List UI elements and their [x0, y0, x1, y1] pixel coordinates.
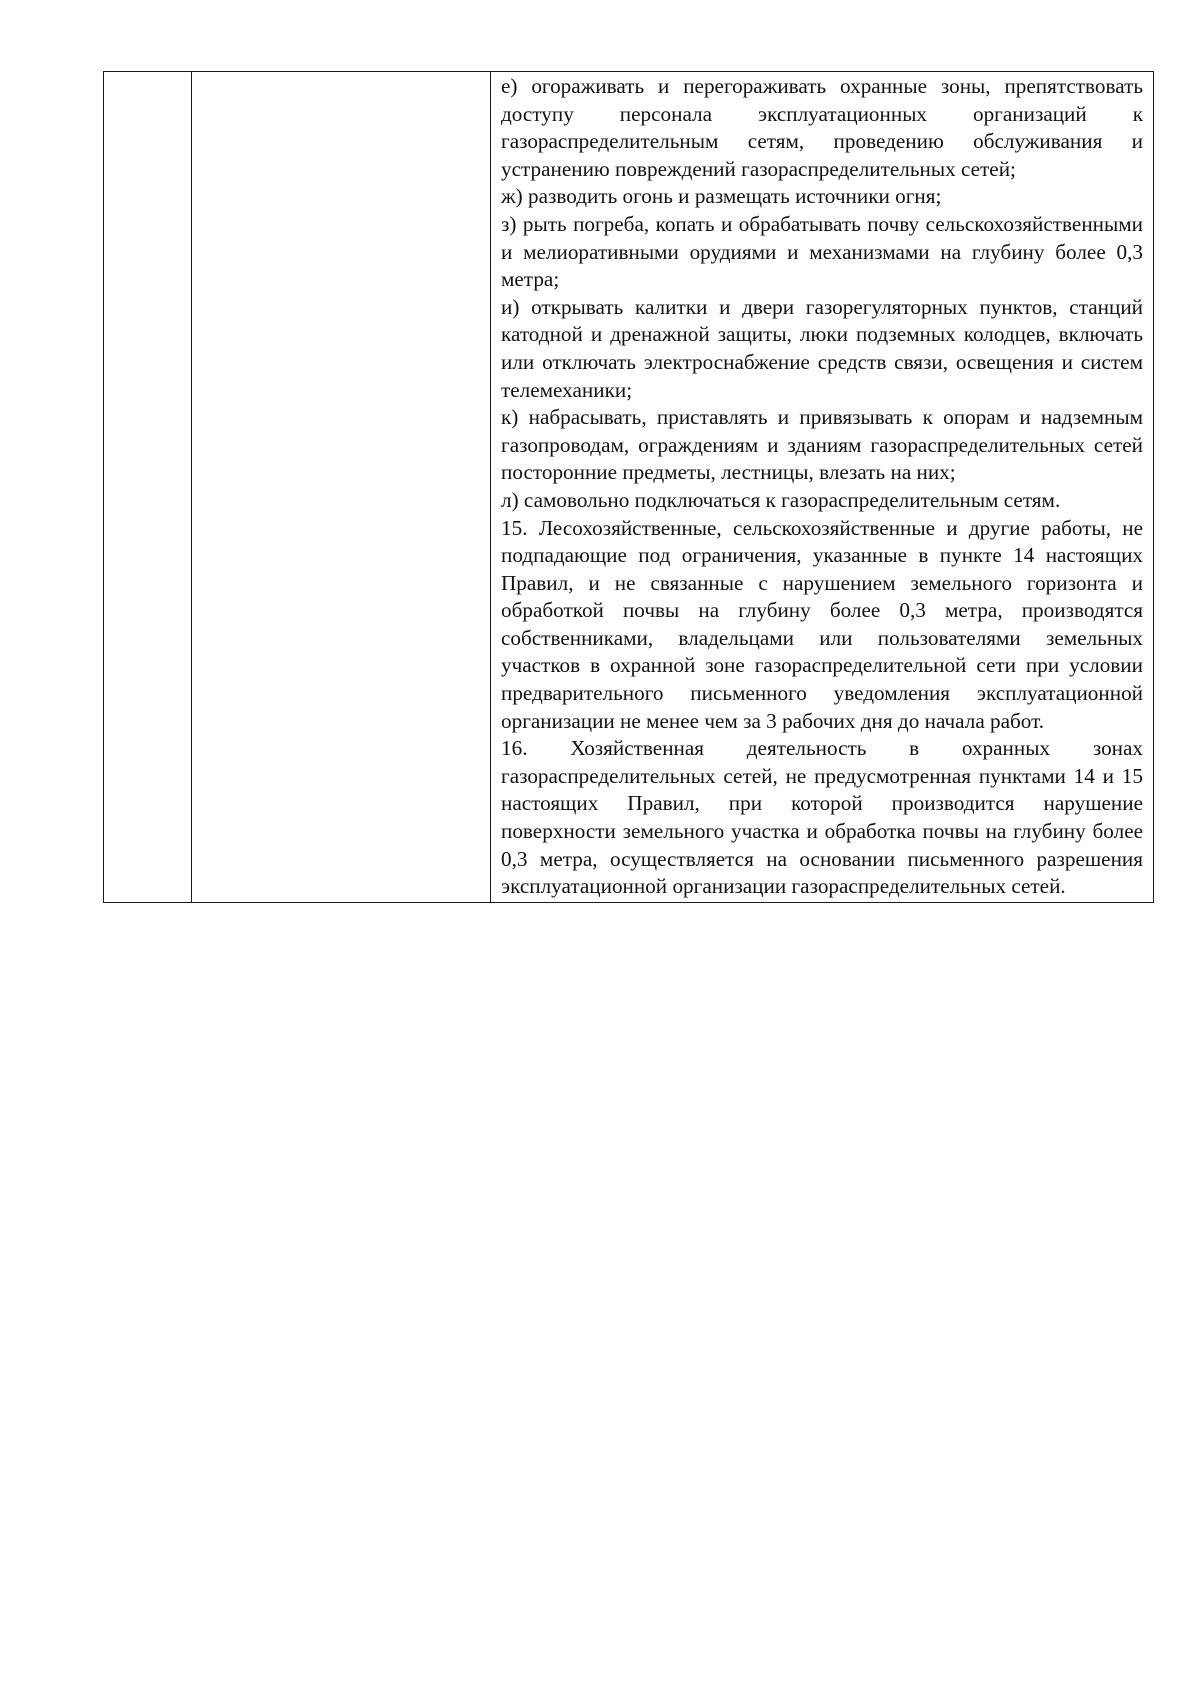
table-cell-number — [104, 72, 192, 903]
paragraph-item-l: л) самовольно подключаться к газораспределительным сетям. — [501, 487, 1061, 512]
paragraph-item-e: е) огораживать и перегораживать охранные зоны, препятствовать доступу персонала эксплуатационных организаций к газораспределительным сетям, проведению обслуживания и устранению повреждений газораспределительных сетей; — [501, 74, 1143, 181]
paragraph-item-i: и) открывать калитки и двери газорегуляторных пунктов, станций катодной и дренажной защиты, люки подземных колодцев, включать или отключать электроснабжение средств связи, освещения и систем телемеханики; — [501, 294, 1143, 402]
cell-text — [104, 72, 191, 74]
paragraph-item-zh: ж) разводить огонь и размещать источники огня; — [501, 184, 942, 209]
table-cell-content — [491, 72, 1154, 903]
document-table — [103, 71, 1154, 903]
paragraph-clause-15: 15. Лесохозяйственные, сельскохозяйственные и другие работы, не подпадающие под ограничения, указанные в пункте 14 настоящих Правил, и не связанные с нарушением земельного горизонта и обработкой почвы на глубину более 0,3 метра, производятся собственниками, владельцами или пользователями земельных участков в охранной зоне газораспределительной сети при условии предварительного письменного уведомления эксплуатационной организации не менее чем за 3 рабочих дня до начала работ. — [501, 515, 1143, 733]
table-row — [104, 72, 1154, 903]
paragraph-item-k: к) набрасывать, приставлять и привязывать к опорам и надземным газопроводам, ограждениям и зданиям газораспределительных сетей посторонние предметы, лестницы, влезать на них; — [501, 405, 1143, 485]
table-cell-title — [192, 72, 491, 903]
cell-text — [192, 72, 490, 74]
paragraph-clause-16: 16. Хозяйственная деятельность в охранных зонах газораспределительных сетей, не предусмотренная пунктами 14 и 15 настоящих Правил, при которой производится нарушение поверхности земельного участка и обработка почвы на глубину более 0,3 метра, осуществляется на основании письменного разрешения эксплуатационной организации газораспределительных сетей. — [501, 736, 1143, 899]
cell-content-text — [491, 72, 1153, 902]
paragraph-item-z: з) рыть погреба, копать и обрабатывать почву сельскохозяйственными и мелиоративными орудиями и механизмами на глубину более 0,3 метра; — [501, 211, 1143, 292]
